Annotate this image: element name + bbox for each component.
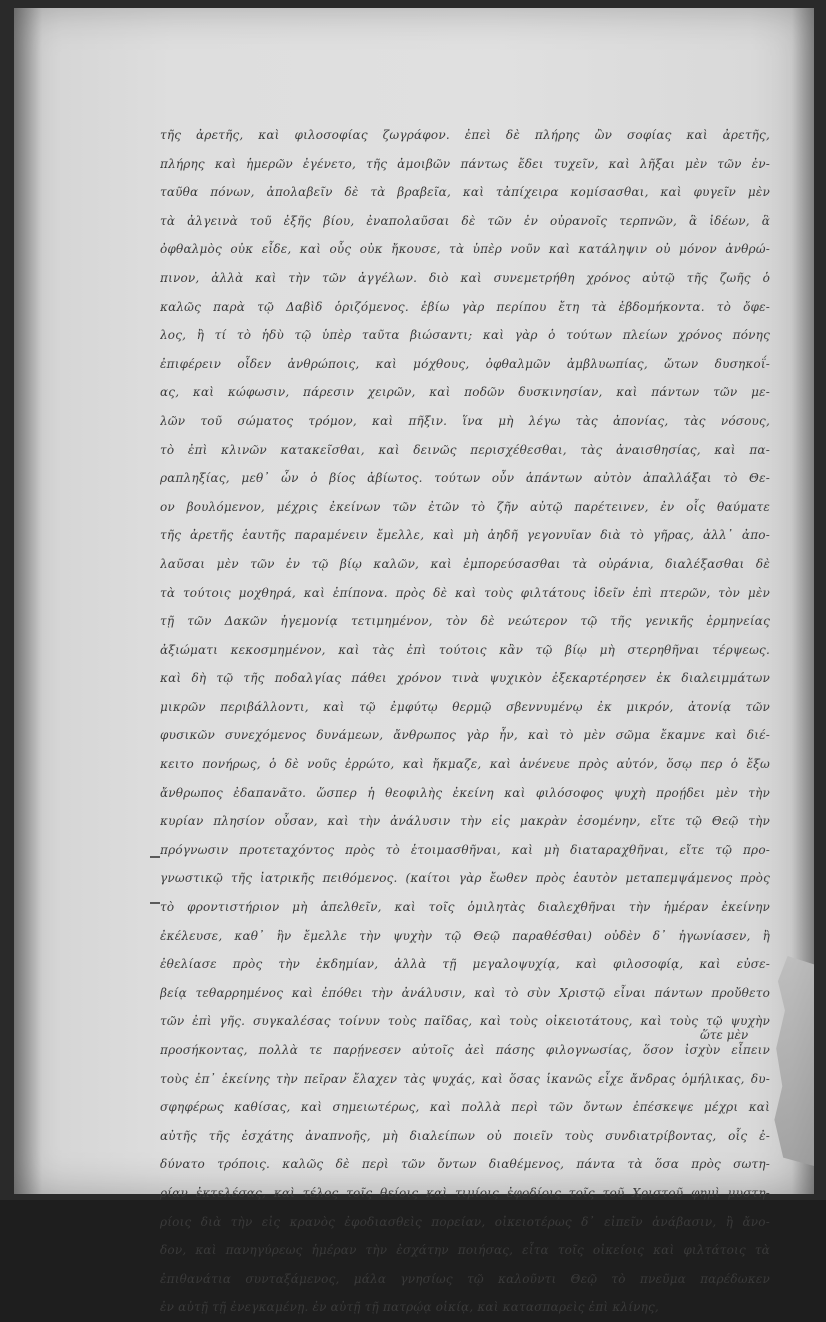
text-line: προσήκοντας, πολλὰ τε παρῄνεσεν αὐτοῖς ἀεὶ πάσης φιλογνωσίας, ὅσον ἰσχὺν εἶπειν bbox=[160, 1043, 770, 1057]
text-line: λος, ἢ τί τὸ ἡδὺ τῷ ὑπὲρ ταῦτα βιώσαντι; καὶ γὰρ ὁ τούτων πλείων χρόνος πόνης bbox=[160, 328, 770, 343]
margin-dash-mark bbox=[150, 902, 160, 904]
torn-page-corner bbox=[770, 956, 814, 1166]
text-line: τῇ τῶν Δακῶν ἡγεμονίᾳ τετιμημένον, τὸν δὲ νεώτερον τῷ τῆς γενικῆς ἑρμηνείας bbox=[160, 614, 770, 629]
text-line: τὰ ἀλγεινὰ τοῦ ἐξῆς βίου, ἐναπολαῦσαι δὲ τῶν ἐν οὐρανοῖς τερπνῶν, ἃ ἰδέων, ἃ bbox=[160, 213, 770, 228]
text-line: δύνατο τρόποις. καλῶς δὲ περὶ τῶν ὄντων διαθέμενος, πάντα τὰ ὅσα πρὸς σωτη- bbox=[160, 1157, 770, 1172]
text-line: κυρίαν πλησίον οὖσαν, καὶ τὴν ἀνάλυσιν τὴν εἰς μακρὰν ἐσομένην, εἴτε τῷ Θεῷ τὴν bbox=[160, 814, 770, 829]
text-line: ον βουλόμενον, μέχρις ἐκείνων τῶν ἐτῶν τὸ ζῆν αὐτῷ παρέτεινεν, ἐν οἷς θαύματε bbox=[160, 499, 770, 514]
body-text bbox=[160, 121, 770, 1322]
text-line: αὐτῆς τῆς ἐσχάτης ἀναπνοῆς, μὴ διαλείπων οὐ ποιεῖν τοὺς συνδιατρίβοντας, οἷς ἐ- bbox=[160, 1128, 770, 1143]
text-line: τὸ φροντιστήριον μὴ ἀπελθεῖν, καὶ τοῖς ὁμιλητὰς διαλεχθῆναι τὴν ἡμέραν ἐκείνην bbox=[160, 900, 770, 915]
text-line: μικρῶν περιβάλλοντι, καὶ τῷ ἐμφύτῳ θερμῷ σβεννυμένῳ ἐκ μικρόν, ἀτονίᾳ τῶν bbox=[160, 699, 770, 714]
catchword: ὥτε μὲν bbox=[700, 1028, 749, 1042]
text-line: ἐκέλευσε, καθ᾽ ἣν ἔμελλε τὴν ψυχὴν τῷ Θεῷ παραθέσθαι) οὐδὲν δ᾽ ἠγωνίασεν, ἢ bbox=[160, 928, 770, 943]
text-line: γνωστικῷ τῆς ἰατρικῆς πειθόμενος. (καίτοι γὰρ ἔωθεν πρὸς ἑαυτὸν μεταπεμψάμενος πρὸς bbox=[160, 871, 770, 886]
text-line: τῆς ἀρετῆς ἑαυτῆς παραμένειν ἔμελλε, καὶ μὴ ἀηδῆ γεγονυῖαν διὰ τὸ γῆρας, ἀλλ᾽ ἀπο- bbox=[160, 528, 770, 543]
page-edge-shadow-left bbox=[14, 8, 42, 1194]
text-line: κειτο πονήρως, ὁ δὲ νοῦς ἐρρώτο, καὶ ἤκμαζε, καὶ ἀνένευε πρὸς αὐτόν, ὅσῳ περ ὁ ἔξω bbox=[160, 757, 770, 772]
text-line: ρίαν ἐκτελέσας, καὶ τέλος τοῖς θείοις καὶ τιμίοις ἐφοδίοις τοῖς τοῦ Χριστοῦ φημὶ μυστη- bbox=[160, 1185, 770, 1200]
text-line: ἐπιφέρειν οἶδεν ἀνθρώποις, καὶ μόχθους, ὀφθαλμῶν ἀμβλυωπίας, ὤτων δυσηκοΐ- bbox=[160, 356, 770, 371]
text-line: λῶν τοῦ σώματος τρόμον, καὶ πῆξιν. ἵνα μὴ λέγω τὰς ἀπονίας, τὰς νόσους, bbox=[160, 413, 770, 428]
text-line: ας, καὶ κώφωσιν, πάρεσιν χειρῶν, καὶ ποδῶν δυσκινησίαν, καὶ πάντων τῶν με- bbox=[160, 385, 770, 400]
text-line: ραπληξίας, μεθ᾽ ὧν ὁ βίος ἀβίωτος. τούτων οὖν ἁπάντων αὐτὸν ἀπαλλάξαι τὸ Θε- bbox=[160, 471, 770, 486]
margin-dash-mark bbox=[150, 856, 160, 858]
text-line: ἄνθρωπος ἐδαπανᾶτο. ὥσπερ ἡ θεοφιλὴς ἐκείνη καὶ φιλόσοφος ψυχὴ προῄδει μὲν τὴν bbox=[160, 785, 770, 800]
text-line: τῆς ἀρετῆς, καὶ φιλοσοφίας ζωγράφον. ἐπεὶ δὲ πλήρης ὢν σοφίας καὶ ἀρετῆς, bbox=[160, 128, 770, 142]
text-line: τοὺς ἐπ᾽ ἐκείνης τὴν πεῖραν ἔλαχεν τὰς ψυχάς, καὶ ὅσας ἱκανῶς εἶχε ἄνδρας ὁμήλικας, δυ- bbox=[160, 1071, 770, 1086]
text-line: τῶν ἐπὶ γῆς. συγκαλέσας τοίνυν τοὺς παῖδας, καὶ τοὺς οἰκειοτάτους, καὶ τοὺς τῷ ψυχὴν bbox=[160, 1014, 770, 1029]
text-line: ἐν αὐτῇ τῇ ἐνεγκαμένῃ. ἐν αὐτῇ τῇ πατρῴᾳ οἰκίᾳ, καὶ κατασπαρεὶς ἐπὶ κλίνης, bbox=[160, 1300, 659, 1315]
text-line: ἐθελίασε πρὸς τὴν ἐκδημίαν, ἀλλὰ τῇ μεγαλοψυχίᾳ, καὶ φιλοσοφίᾳ, καὶ εὐσε- bbox=[160, 957, 770, 972]
text-line: ἀξιώματι κεκοσμημένον, καὶ τὰς ἐπὶ τούτοις κἂν τῷ βίῳ μὴ στερηθῆναι τέρψεως. bbox=[160, 642, 770, 657]
text-line: ἐπιθανάτια συνταξάμενος, μάλα γνησίως τῷ καλοῦντι Θεῷ τὸ πνεῦμα παρέδωκεν bbox=[160, 1271, 770, 1286]
text-line: πρόγνωσιν προτεταχόντος πρὸς τὸ ἑτοιμασθῆναι, καὶ μὴ διαταραχθῆναι, εἴτε τῷ προ- bbox=[160, 842, 770, 857]
text-line: καὶ δὴ τῷ τῆς ποδαλγίας πάθει χρόνον τινὰ ψυχικὸν ἐξεκαρτέρησεν ἐκ διαλειμμάτων bbox=[160, 671, 770, 686]
text-line: σφηφέρως καθίσας, καὶ σημειωτέρως, καὶ πολλὰ περὶ τῶν ὄντων ἐπέσκεψε μέχρι καὶ bbox=[160, 1100, 770, 1115]
text-line: δον, καὶ πανηγύρεως ἡμέραν τὴν ἐσχάτην ποιήσας, εἶτα τοῖς οἰκείοις καὶ φιλτάτοις τὰ bbox=[160, 1243, 770, 1258]
text-line: πινον, ἀλλὰ καὶ τὴν τῶν ἀγγέλων. διὸ καὶ συνεμετρήθη χρόνος αὐτῷ τῆς ζωῆς ὁ bbox=[160, 270, 770, 285]
text-line: ὀφθαλμὸς οὐκ εἶδε, καὶ οὖς οὐκ ἤκουσε, τὰ ὑπὲρ νοῦν καὶ κατάληψιν οὐ μόνον ἀνθρώ- bbox=[160, 242, 770, 257]
text-line: λαῦσαι μὲν τῶν ἐν τῷ βίῳ καλῶν, καὶ ἐμπορεύσασθαι τὰ οὐράνια, διαλέξασθαι δὲ bbox=[160, 556, 770, 571]
text-line: πλήρης καὶ ἡμερῶν ἐγένετο, τῆς ἀμοιβῶν πάντως ἔδει τυχεῖν, καὶ λῆξαι μὲν τῶν ἐν- bbox=[160, 156, 770, 171]
text-line: φυσικῶν συνεχόμενος δυνάμεων, ἄνθρωπος γὰρ ἦν, καὶ τὸ μὲν σῶμα ἔκαμνε καὶ διέ- bbox=[160, 728, 770, 743]
text-line: ταῦθα πόνων, ἀπολαβεῖν δὲ τὰ βραβεῖα, καὶ τἀπίχειρα κομίσασθαι, καὶ φυγεῖν μὲν bbox=[160, 185, 770, 200]
text-line: τὰ τούτοις μοχθηρά, καὶ ἐπίπονα. πρὸς δὲ καὶ τοὺς φιλτάτους ἰδεῖν ἐπὶ πτερῶν, τὸν μὲν bbox=[160, 585, 770, 600]
text-line: βείᾳ τεθαρρημένος καὶ ἐπόθει τὴν ἀνάλυσιν, καὶ τὸ σὺν Χριστῷ εἶναι πάντων προὔθετο bbox=[160, 985, 770, 1000]
text-line: τὸ ἐπὶ κλινῶν κατακεῖσθαι, καὶ δεινῶς περισχέθεσθαι, τὰς ἀναισθησίας, καὶ πα- bbox=[160, 442, 770, 457]
text-line: καλῶς παρὰ τῷ Δαβὶδ ὁριζόμενος. ἐβίω γὰρ περίπου ἔτη τὰ ἑβδομήκοντα. τὸ ὄφε- bbox=[160, 299, 770, 314]
text-line: ρίοις διὰ τὴν εἰς κρανὸς ἐφοδιασθεὶς πορείαν, οἰκειοτέρως δ᾽ εἰπεῖν ἀνάβασιν, ἢ ἄνο- bbox=[160, 1214, 770, 1229]
